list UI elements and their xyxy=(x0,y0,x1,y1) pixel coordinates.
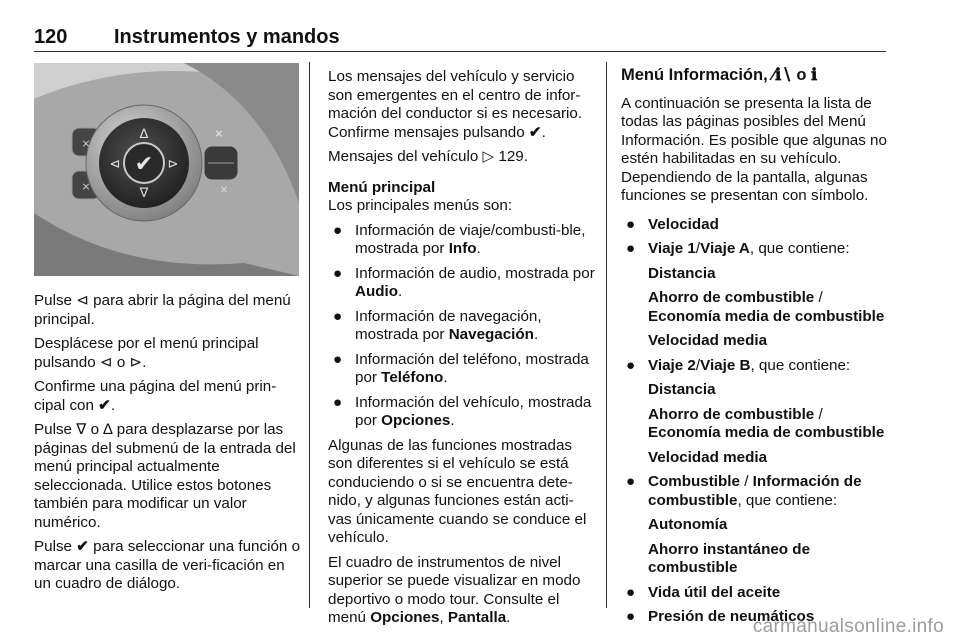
steering-wheel-illustration xyxy=(34,63,299,276)
right-arrow-icon: ⊳ xyxy=(167,157,179,172)
list-item: ● Información del vehículo, mostrada por Opciones. xyxy=(333,393,592,429)
list-item: ● Viaje 1/Viaje A, que contiene: xyxy=(626,240,850,257)
down-arrow-icon: ∇ xyxy=(76,421,87,438)
page-header xyxy=(34,26,886,50)
sub-item: Distancia xyxy=(648,381,716,398)
section-heading: Menú principal xyxy=(328,178,436,196)
list-item: ● Viaje 2/Viaje B, que contiene: xyxy=(626,356,851,374)
left-arrow-icon: ⊲ xyxy=(109,157,121,172)
paragraph: Los mensajes del vehículo y servicio son emergentes en el centro de infor-mación del conductor si es necesario. Confirme mensajes pulsando ✔. xyxy=(328,68,583,141)
section-heading: Menú Información, ∕ℹ∖ o ℹ xyxy=(621,66,818,84)
list-item: ● Información del teléfono, mostrada por Teléfono. xyxy=(333,350,589,386)
list-item: ● Vida útil del aceite xyxy=(626,583,781,601)
list-item: ● Información de viaje/combusti-ble, mostrada por Info. xyxy=(333,221,586,257)
right-bottom-button-icon: ⨯ xyxy=(219,183,229,196)
check-icon: ✔ xyxy=(98,396,111,414)
right-arrow-icon: ⊳ xyxy=(129,353,143,371)
column-divider xyxy=(309,62,310,608)
watermark: carmanualsonline.info xyxy=(752,616,944,637)
column-2 xyxy=(328,68,596,634)
list-item: ● Información de navegación, mostrada por Navegación. xyxy=(333,307,542,343)
paragraph: Pulse ∇ o ∆ para desplazarse por las páginas del submenú de la entrada del menú principal actualmente seleccionada. Utilice estos botones también para modificar un valor numérico. xyxy=(34,421,296,531)
paragraph: Algunas de las funciones mostradas son diferentes si el vehículo se está conduciendo o si se encuentra dete-nido, y algunas funciones están acti-vas únicamente cuando se conduce el vehículo. xyxy=(328,436,587,546)
list-item: ● Velocidad xyxy=(626,215,719,233)
steering-wheel-controls-photo xyxy=(34,63,299,276)
check-icon: ✔ xyxy=(528,123,542,141)
list-item: ● Combustible / Información de combustible, que contiene: xyxy=(626,473,862,509)
paragraph: El cuadro de instrumentos de nivel superior se puede visualizar en modo deportivo o modo tour. Consulte el menú Opciones, Pantalla. xyxy=(328,553,581,626)
left-bottom-button-icon: ⨯ xyxy=(81,180,91,193)
up-arrow-icon: ∆ xyxy=(139,127,149,142)
left-arrow-icon: ⊲ xyxy=(99,353,113,371)
column-3 xyxy=(621,66,889,633)
paragraph: Desplácese por el menú principal pulsando ⊲ o ⊳. xyxy=(34,335,259,371)
column-1 xyxy=(34,292,302,600)
paragraph: Confirme una página del menú prin-cipal con ✔. xyxy=(34,378,277,414)
sub-item: Ahorro instantáneo de combustible xyxy=(648,540,811,576)
sub-item: Velocidad media xyxy=(648,332,768,349)
paragraph: Los principales menús son: xyxy=(328,197,513,214)
cross-reference: Mensajes del vehículo ▷ 129. xyxy=(328,148,528,165)
sub-item: Ahorro de combustible / Economía media de combustible xyxy=(648,405,885,441)
down-arrow-icon: ∇ xyxy=(139,186,149,201)
left-arrow-icon: ⊲ xyxy=(76,292,89,309)
page-number: 120 xyxy=(34,26,68,48)
sub-item: Velocidad media xyxy=(648,448,768,466)
left-top-button-icon: ⨯ xyxy=(81,137,91,150)
page-title: Instrumentos y mandos xyxy=(114,26,340,48)
list-item: ● Presión de neumáticos xyxy=(626,608,815,625)
list-item: ● Información de audio, mostrada por Audio. xyxy=(333,264,595,300)
sub-item: Ahorro de combustible / Economía media de combustible xyxy=(648,289,885,325)
up-arrow-icon: ∆ xyxy=(103,421,113,438)
check-icon: ✔ xyxy=(76,538,89,555)
sub-item: Distancia xyxy=(648,264,716,282)
header-rule xyxy=(34,51,886,52)
right-top-button-icon: ⨯ xyxy=(214,127,224,140)
paragraph: A continuación se presenta la lista de todas las páginas posibles del Menú Información. Es posible que algunas no estén habilitadas en su vehículo. Dependiendo de la pantalla, algunas funciones se presentan con símbolo. xyxy=(621,94,887,204)
column-divider xyxy=(606,62,607,608)
paragraph: Pulse ✔ para seleccionar una función o marcar una casilla de veri-ficación en un cuadro de diálogo. xyxy=(34,538,301,592)
paragraph: Pulse ⊲ para abrir la página del menú principal. xyxy=(34,292,291,328)
ok-check-icon: ✔ xyxy=(134,152,154,177)
sub-item: Autonomía xyxy=(648,516,728,533)
